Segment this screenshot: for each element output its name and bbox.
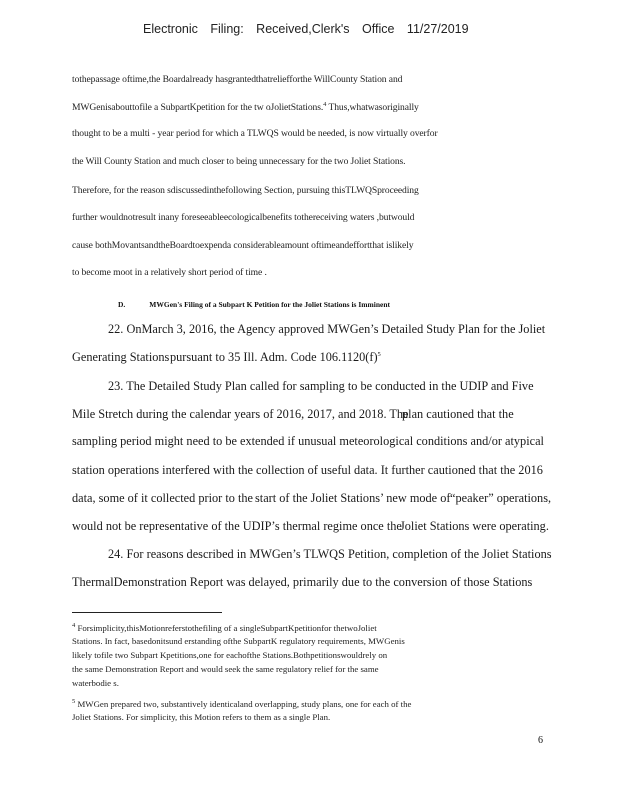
body-line: station operations interfered with the collection of useful data. It further cautioned that the 2016: [72, 463, 543, 477]
footnote-line: the same Demonstration Report and would seek the same regulatory relief for the same: [72, 664, 379, 674]
body-line: 23. The Detailed Study Plan called for sampling to be conducted in the UDIP and Five: [108, 379, 534, 393]
body-line: 24. For reasons described in MWGen’s TLWQS Petition, completion of the Joliet Stations: [108, 547, 552, 561]
footnote-ref: 5: [377, 350, 381, 358]
footnote-number: 4: [72, 622, 76, 629]
body-line: the Will County Station and much closer to being unnecessary for the two Joliet Stations.: [72, 156, 406, 167]
footnote-line: Joliet Stations. For simplicity, this Motion refers to them as a single Plan.: [72, 712, 331, 722]
body-line: Generating Stations: [72, 350, 170, 364]
filing-header: Electronic Filing: Received,Clerk's Office 11/27/2019: [143, 22, 469, 36]
body-line: pursuant to 35 Ill. Adm. Code $106.1120(f)^5$: [170, 350, 381, 364]
body-line: tothepassage oftime,the Boardalready hasgrantedthatreliefforthe WillCounty Station and: [72, 74, 403, 85]
footnote-line: waterbodie s.: [72, 678, 119, 688]
section-heading: [118, 300, 390, 309]
body-line: Joliet Stations were operating.: [400, 519, 549, 533]
footnote-line: Stations. In fact, basedonitsund erstanding ofthe SubpartK regulatory requirements, MWGenis: [72, 636, 405, 646]
footnote-separator: [72, 612, 222, 613]
footnote: $^4$ Forsimplicity,thisMotionreferstothefiling of a singleSubpartKpetitionfor thetwoJoliet: [72, 622, 377, 633]
footnote: $^5$ MWGen prepared two, substantively identicaland overlapping, study plans, one for each of the: [72, 698, 412, 709]
body-line: start of the Joliet Stations’ new mode of: [255, 491, 451, 505]
body-line: Therefore, for the reason sdiscussedinthefollowing Section, pursuing thisTLWQSproceeding: [72, 185, 419, 196]
body-line: “peaker” operations,: [450, 491, 552, 505]
footnote-line: likely tofile two Subpart Kpetitions,one for eachofthe Stations.Bothpetitionswouldrely on: [72, 650, 388, 660]
body-line: data, some of it collected prior to the: [72, 491, 253, 505]
body-line: thought to be a multi - year period for which a TLWQS would be needed, is now virtually overfor: [72, 128, 438, 139]
body-line: cause bothMovantsandtheBoardtoexpenda considerableamount oftimeandeffortthat islikely: [72, 240, 414, 251]
section-title: MWGen's Filing of a Subpart K Petition for the Joliet Stations is Imminent: [149, 300, 390, 309]
body-line: to become moot in a relatively short period of time .: [72, 267, 267, 278]
body-line: would not be representative of the UDIP’s thermal regime once the: [72, 519, 402, 533]
body-line: ThermalDemonstration Report was delayed, primarily due to the conversion of those Stations: [72, 575, 533, 589]
section-letter: D.: [118, 300, 126, 309]
body-line: Mile Stretch during the calendar years of 2016, 2017, and 2018. The: [72, 407, 409, 421]
page-number: 6: [538, 735, 543, 746]
body-line: sampling period might need to be extended if unusual meteorological conditions and/or atypical: [72, 434, 544, 448]
footnote-number: 5: [72, 698, 76, 705]
body-line: 22. OnMarch 3, 2016, the Agency approved MWGen’s Detailed Study Plan for the Joliet: [108, 322, 546, 336]
body-line: plan cautioned that the: [402, 407, 514, 421]
body-line: further wouldnotresult inany foreseeableecologicalbenefits tothereceiving waters ,butwould: [72, 212, 415, 223]
footnote-ref: 4: [323, 101, 327, 108]
body-line: MWGenisabouttofile a SubpartKpetition for the tw oJolietStations.$^4$ Thus,whatwasoriginally: [72, 101, 419, 114]
